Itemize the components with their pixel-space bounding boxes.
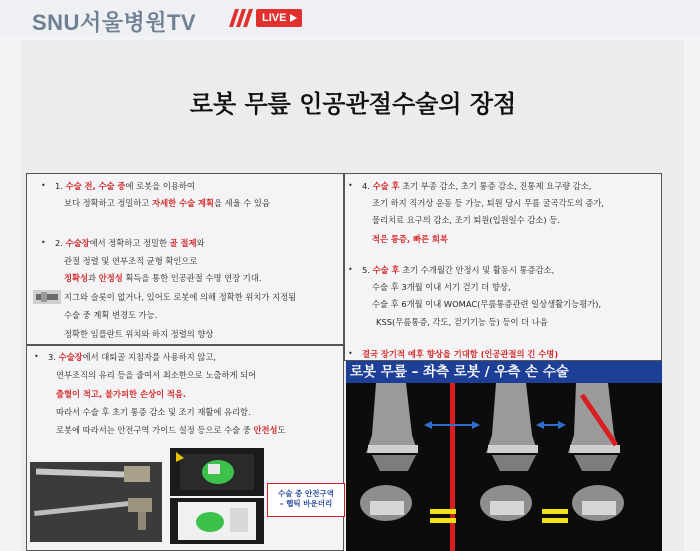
slide-title: 로봇 무릎 인공관절수술의 장점: [189, 90, 517, 118]
highlight-text: 출혈이 적고, 불가피한 손상이 적음.: [56, 389, 187, 399]
haptic-boundary-callout: [267, 483, 345, 517]
body-text: 와: [196, 238, 205, 248]
bullet-marker: •: [348, 265, 353, 274]
left-top-line: [64, 292, 296, 303]
highlight-text: 수술장: [58, 352, 83, 362]
highlight-text: 안정성: [98, 273, 123, 283]
body-text: 지그와 슬롯이 없거나, 있어도 로봇에 의해 정확한 위치가 지정됨: [64, 292, 297, 302]
left-top-line: [64, 256, 197, 267]
body-text: 로봇에 따라서는 안전구역 가이드 설정 등으로 수술 중: [56, 425, 254, 435]
body-text: 조기 하지 직거상 운동 등 가능, 퇴원 당시 무릎 굴곡각도의 증가,: [372, 198, 605, 208]
body-text: 수술 후 3개월 이내 서기 걷기 더 향상,: [372, 282, 511, 292]
body-text: KSS(무릎통증, 각도, 걷기기능 등) 등이 더 나음: [376, 317, 548, 327]
left-top-line: [64, 310, 157, 321]
body-text: 과: [88, 273, 99, 283]
body-text: 4.: [362, 181, 373, 191]
body-text: 수술 후 6개월 이내 WOMAC(무릎통증관련 일상생활기능평가),: [372, 299, 602, 309]
callout-line-2: – 햅틱 바운더리: [279, 499, 333, 508]
body-text: 3.: [48, 352, 59, 362]
highlight-text: 안전성: [253, 425, 278, 435]
highlight-text: 골 절제: [169, 238, 197, 248]
left-top-line: [64, 329, 213, 340]
right-top-line: [372, 282, 511, 293]
left-bottom-line: [56, 407, 251, 418]
robot-alignment-line: [450, 383, 455, 551]
channel-logo: SNU서울병원TV: [32, 10, 197, 35]
body-text: 도: [277, 425, 286, 435]
bullet-marker: •: [41, 181, 46, 190]
robot-vs-manual-banner: 로봇 무릎 – 좌측 로봇 / 우측 손 수술: [346, 361, 662, 383]
body-text: 관절 정렬 및 연부조직 균형 확인으로: [64, 256, 198, 266]
body-text: 1.: [55, 181, 66, 191]
body-text: 물리치료 요구의 감소, 조기 퇴원(입원일수 감소) 등.: [372, 215, 560, 225]
bullet-marker: •: [348, 349, 353, 358]
body-text: 5.: [362, 265, 373, 275]
highlight-text: 수술장: [65, 238, 90, 248]
highlight-text: 적은 통증, 빠른 회복: [372, 234, 448, 244]
right-top-line: [362, 265, 554, 276]
live-badge: [256, 9, 302, 27]
left-top-line: [55, 238, 205, 249]
live-label: LIVE: [262, 12, 287, 24]
highlight-text: 정확성: [64, 273, 89, 283]
slash-decoration-icon: [229, 9, 253, 27]
highlight-text: 수술 후: [372, 265, 400, 275]
right-top-line: [362, 181, 591, 192]
body-text: 초기 수개월간 안정시 및 활동시 통증감소,: [399, 265, 555, 275]
body-text: 을 세울 수 있음: [213, 198, 270, 208]
body-text: 따라서 수술 후 초기 통증 감소 및 조기 재활에 유리함.: [56, 407, 251, 417]
surgical-instrument-photo: [30, 462, 162, 542]
highlight-text: 수술 후: [372, 181, 400, 191]
bullet-marker: •: [348, 181, 353, 190]
body-text: 정확한 임플란트 위치와 하지 정렬의 향상: [64, 329, 214, 339]
navigation-screen-image-2: [170, 498, 264, 544]
body-text: 연부조직의 유리 등을 줄여서 최소한으로 노출하게 되어: [56, 370, 257, 380]
left-top-line: [64, 198, 270, 209]
left-top-line: [64, 273, 261, 284]
left-bottom-line: [56, 425, 286, 436]
highlight-text: 자세한 수술 계획: [152, 198, 214, 208]
right-top-line: [372, 198, 604, 209]
body-text: 2.: [55, 238, 66, 248]
left-top-line: [55, 181, 195, 192]
body-text: 획득을 통한 인공관절 수명 연장 기대.: [122, 273, 262, 283]
right-top-line: [372, 215, 560, 226]
right-top-line: [372, 234, 448, 245]
xray-comparison-image: [346, 383, 662, 551]
bullet-marker: •: [34, 352, 39, 361]
highlight-text: 결국 장기적 예후 향상을 기대함 (인공관절의 긴 수명): [362, 349, 559, 359]
body-text: 에서 대퇴골 지침자를 사용하지 않고,: [82, 352, 217, 362]
body-text: 보다 정확하고 정밀하고: [64, 198, 153, 208]
robot-jig-photo: [33, 290, 61, 304]
highlight-text: 수술 전, 수술 중: [65, 181, 126, 191]
right-top-line: [362, 349, 558, 360]
body-text: 초기 부종 감소, 초기 통증 감소, 진통제 요구량 감소,: [399, 181, 592, 191]
body-text: 에 로봇을 이용하여: [125, 181, 195, 191]
play-icon: [290, 14, 297, 22]
navigation-screen-image-1: [170, 448, 264, 496]
left-bottom-line: [56, 389, 186, 400]
left-bottom-line: [48, 352, 216, 363]
body-text: 수술 중 계획 변경도 가능.: [64, 310, 158, 320]
left-bottom-line: [56, 370, 256, 381]
body-text: 에서 정확하고 정밀한: [89, 238, 170, 248]
bullet-marker: •: [41, 238, 46, 247]
right-top-line: [372, 299, 601, 310]
channel-header: [0, 0, 700, 36]
callout-line-1: 수술 중 안전구역: [278, 489, 334, 498]
right-top-line: [376, 317, 548, 328]
